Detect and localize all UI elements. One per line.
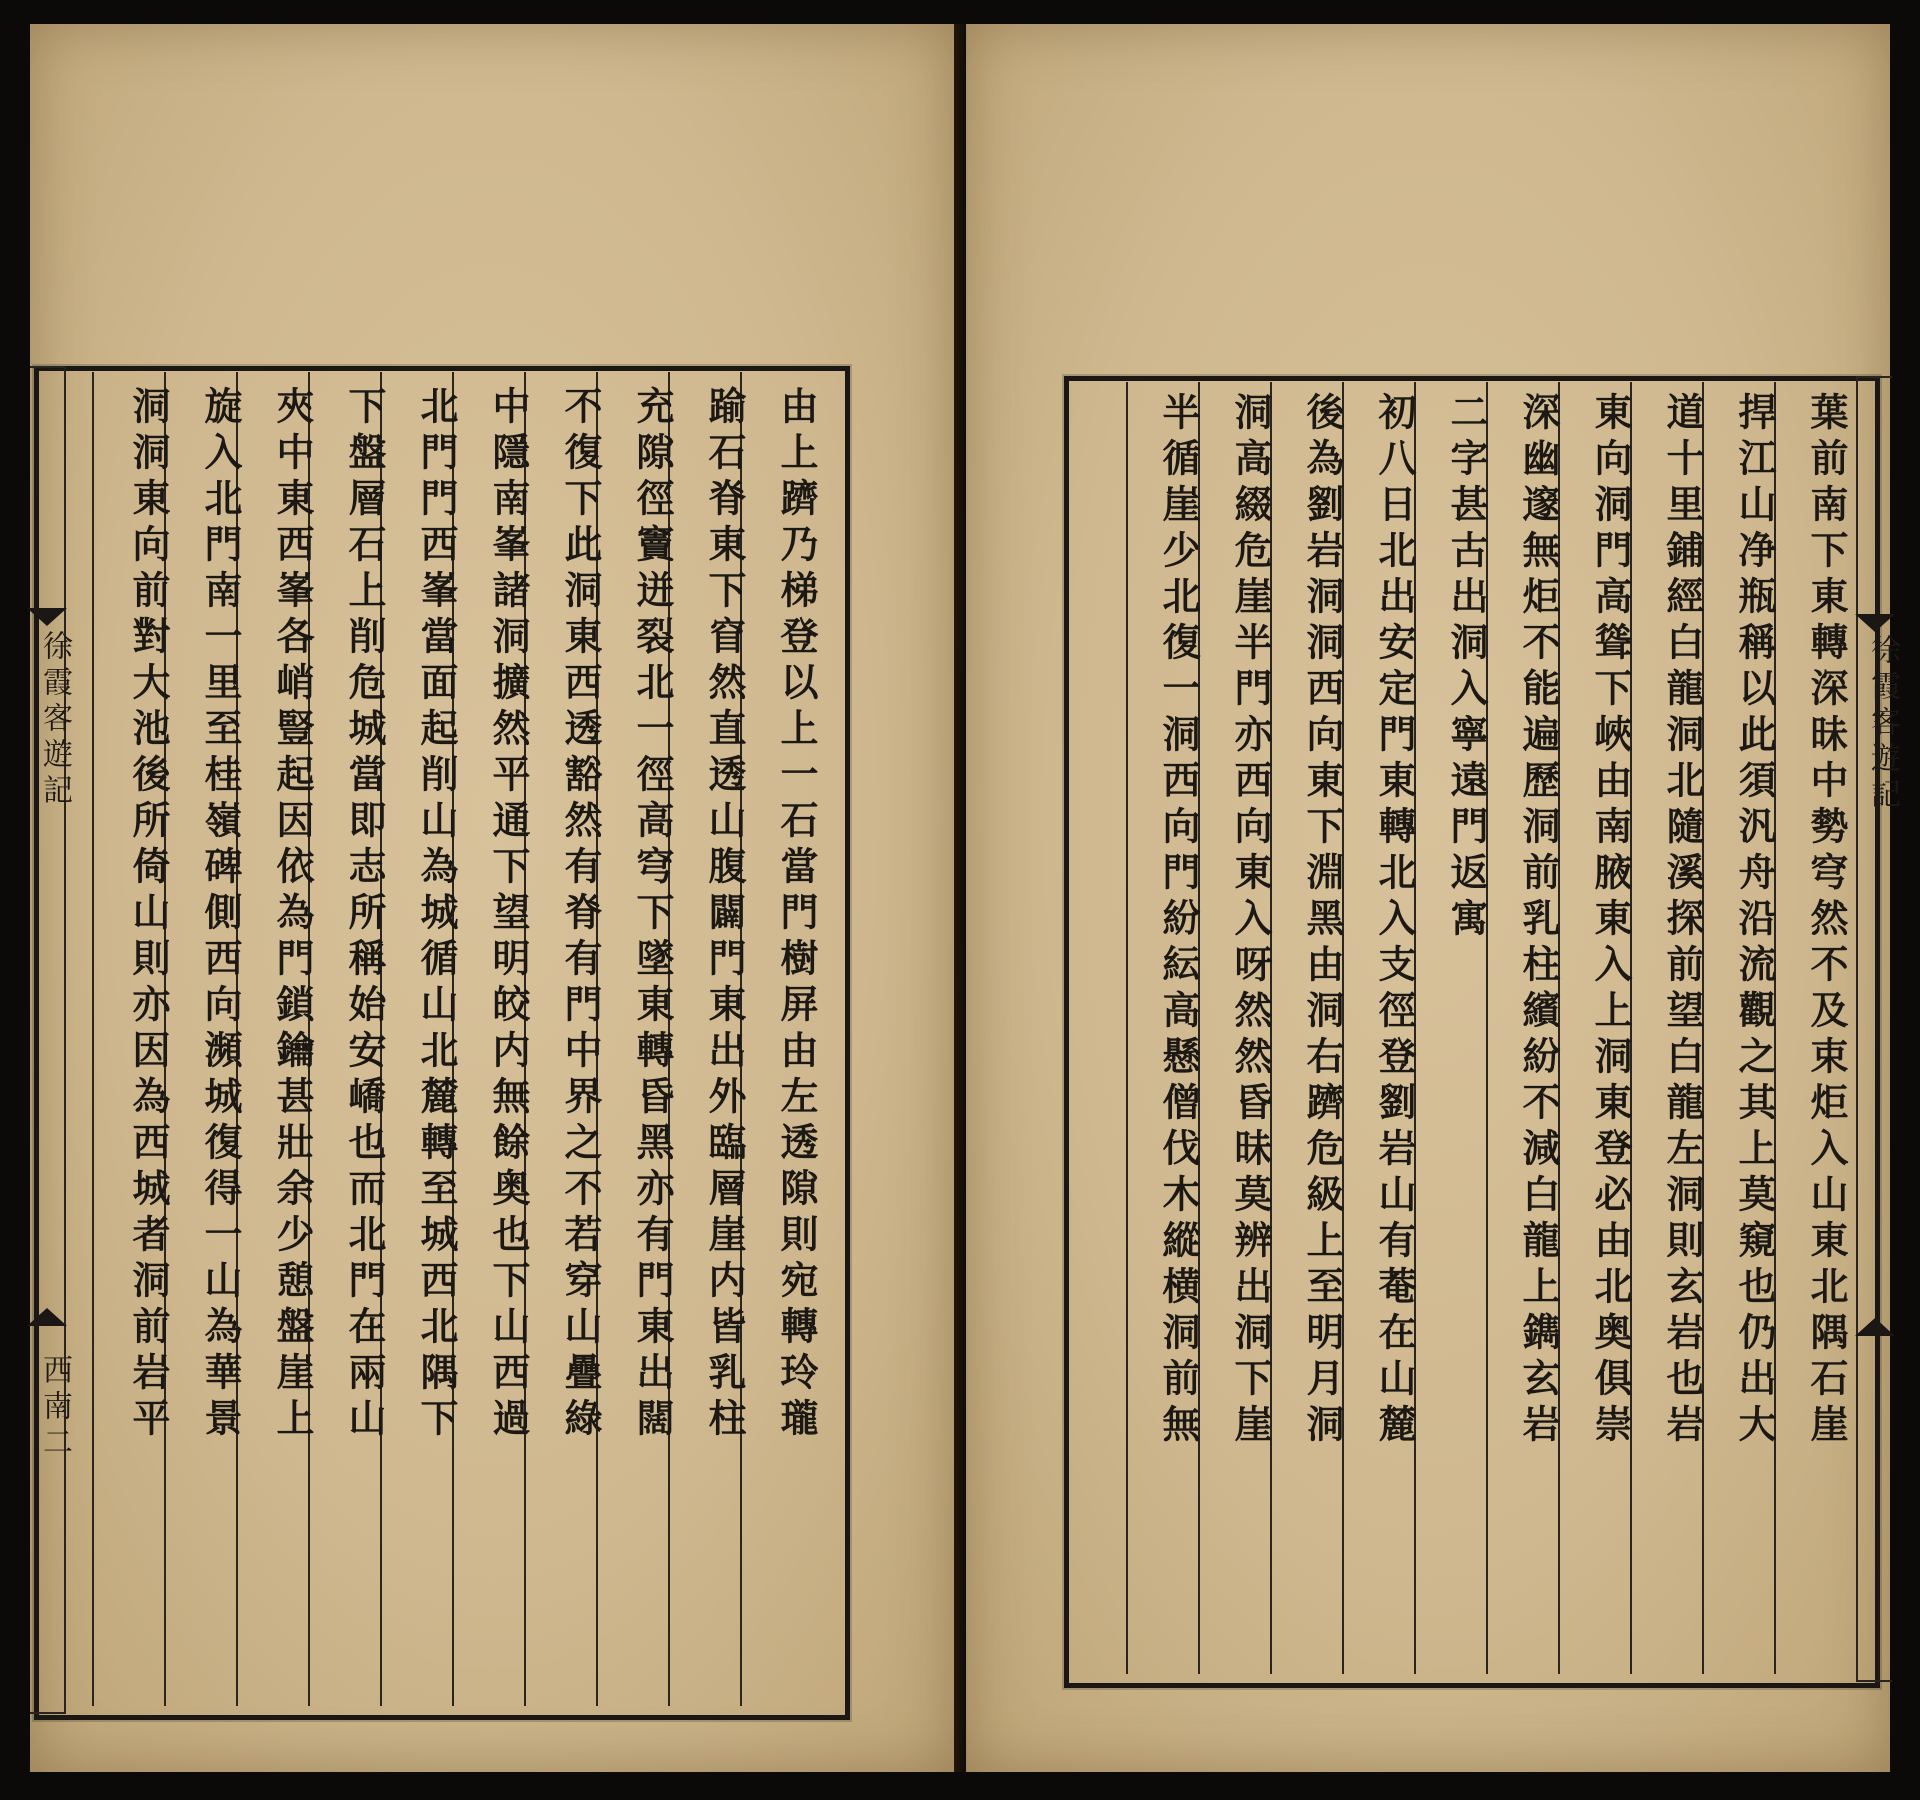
left-column-8: 夾中東西峯各峭豎起因依為門鎖鑰甚壯余少憩盤崖上 [270,386,315,1444]
right-column-6: 二字甚古出洞入寧遠門返寓 [1444,392,1489,944]
banxin-title: 徐霞客遊記 [37,630,72,810]
left-column-6: 北門門西峯當面起削山為城循山北麓轉至城西北隅下 [414,386,459,1444]
right-column-4: 東向洞門高聳下峽由南腋東入上洞東登必由北奥俱崇 [1588,392,1633,1450]
left-column-5: 中隱南峯諸洞擴然平通下望明皎内無餘奥也下山西過 [486,386,531,1444]
banxin-section: 西南二 [37,1354,72,1462]
left-column-2: 踰石脊東下窅然直透山腹闢門東出外臨層崖内皆乳柱 [702,386,747,1444]
left-column-7: 下盤層石上削危城當即志所稱始安嶠也而北門在兩山 [342,386,387,1444]
right-column-10: 半循崖少北復一洞西向門紛紜高懸僧伐木縱横洞前無 [1156,392,1201,1450]
right-column-8: 後為劉岩洞洞西向東下淵黑由洞右躋危級上至明月洞 [1300,392,1345,1450]
left-column-4: 不復下此洞東西透豁然有脊有門中界之不若穿山疊綠 [558,386,603,1444]
fishtail-bottom [27,1308,67,1326]
banxin-title: 徐霞客遊記 [1865,634,1900,814]
left-column-1: 由上躋乃梯登以上一石當門樹屏由左透隙則宛轉玲瓏 [774,386,819,1444]
right-column-2: 捍江山净瓶稱以此須汎舟沿流觀之其上莫窺也仍出大 [1732,392,1777,1450]
left-column-3: 充隙徑竇迸裂北一徑高穹下墜東轉昏黑亦有門東出闊 [630,386,675,1444]
spine-shadow [954,24,968,1772]
left-banxin [30,366,72,1714]
right-column-1: 葉前南下東轉深昧中勢穹然不及束炬入山東北隅石崖 [1804,392,1849,1450]
right-column-5: 深幽邃無炬不能遍歷洞前乳柱繽紛不減白龍上鐫玄岩 [1516,392,1561,1450]
right-column-7: 初八日北出安定門東轉北入支徑登劉岩山有菴在山麓 [1372,392,1417,1450]
right-column-3: 道十里鋪經白龍洞北隨溪探前望白龍左洞則玄岩也岩 [1660,392,1705,1450]
fishtail-top [27,608,67,626]
left-column-9: 旋入北門南一里至桂嶺碑側西向瀕城復得一山為華景 [198,386,243,1444]
right-column-9: 洞高綴危崖半門亦西向東入呀然然昏昧莫辨出洞下崖 [1228,392,1273,1450]
left-column-10: 洞洞東向前對大池後所倚山則亦因為西城者洞前岩平 [126,386,171,1444]
